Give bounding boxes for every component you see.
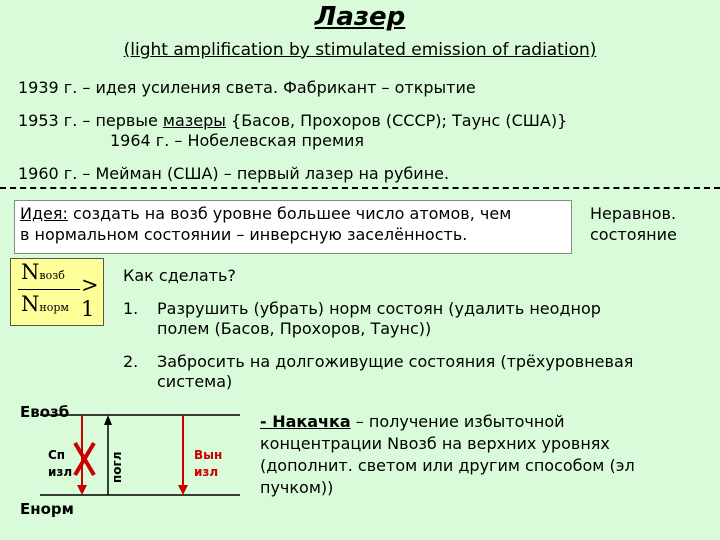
spontaneous-arrow-head: [77, 485, 87, 495]
history-1953-suffix: {Басов, Прохоров (СССР); Таунс (США)}: [225, 111, 568, 130]
pumping-line2: концентрации Nвозб на верхних уровнях: [260, 434, 610, 453]
pumping-line3: (дополнит. светом или другим способом (эл: [260, 456, 635, 475]
formula-denominator: Nнорм: [21, 292, 69, 316]
nonequilibrium-line1: Неравнов.: [590, 204, 677, 223]
history-line-1953: [18, 110, 567, 132]
nonequilibrium-note: [590, 203, 677, 245]
stimulated-label: [194, 447, 222, 481]
formula-rhs: > 1: [81, 273, 99, 321]
history-line-1960: 1960 г. – Мейман (США) – первый лазер на рубине.: [18, 164, 450, 183]
spontaneous-label: [48, 447, 72, 481]
history-line-1964: 1964 г. – Нобелевская премия: [110, 131, 365, 150]
stimulated-label-line2: изл: [194, 465, 219, 479]
formula-numerator: Nвозб: [21, 260, 65, 284]
page-subtitle: (light amplification by stimulated emission of radiation): [123, 40, 597, 60]
spontaneous-label-line2: изл: [48, 465, 73, 479]
how-item-2-line2: система): [157, 372, 233, 391]
how-item-2: [123, 351, 633, 373]
how-item-1-line1: Разрушить (убрать) норм состоян (удалить неоднор: [157, 299, 601, 318]
how-item-2-number: 2.: [123, 352, 139, 371]
pumping-note: [260, 411, 635, 499]
history-line-1939: 1939 г. – идея усиления света. Фабрикант – открытие: [18, 78, 476, 97]
spontaneous-label-line1: Сп: [48, 448, 66, 462]
absorption-arrow-head: [104, 415, 112, 425]
formula-fraction-bar: [18, 289, 80, 290]
lower-level-label: Енорм: [20, 500, 74, 518]
pumping-term: - Накачка: [260, 412, 351, 431]
idea-text-line1: создать на возб уровне большее число атомов, чем: [67, 204, 512, 223]
how-item-1: [123, 298, 601, 320]
section-divider: [0, 187, 720, 189]
stimulated-arrow-head: [178, 485, 188, 495]
pumping-line4: пучком)): [260, 478, 334, 497]
idea-text: [20, 203, 511, 245]
how-item-2-line1: Забросить на долгоживущие состояния (трёхуровневая: [157, 352, 634, 371]
idea-text-line2: в нормальном состоянии – инверсную заселённость.: [20, 225, 468, 244]
how-item-1-line2: полем (Басов, Прохоров, Таунс)): [157, 319, 432, 338]
how-item-1-number: 1.: [123, 299, 139, 318]
absorption-label: погл: [110, 451, 124, 483]
nonequilibrium-line2: состояние: [590, 225, 677, 244]
pumping-line1: – получение избыточной: [350, 412, 565, 431]
inversion-formula: [10, 258, 104, 326]
stimulated-label-line1: Вын: [194, 448, 223, 462]
idea-label: Идея:: [20, 204, 68, 223]
how-question: Как сделать?: [123, 266, 236, 285]
masers-link[interactable]: мазеры: [162, 111, 226, 130]
history-1953-prefix: 1953 г. – первые: [18, 111, 163, 130]
upper-level-label: Евозб: [20, 403, 70, 421]
page-title: Лазер: [314, 2, 406, 32]
